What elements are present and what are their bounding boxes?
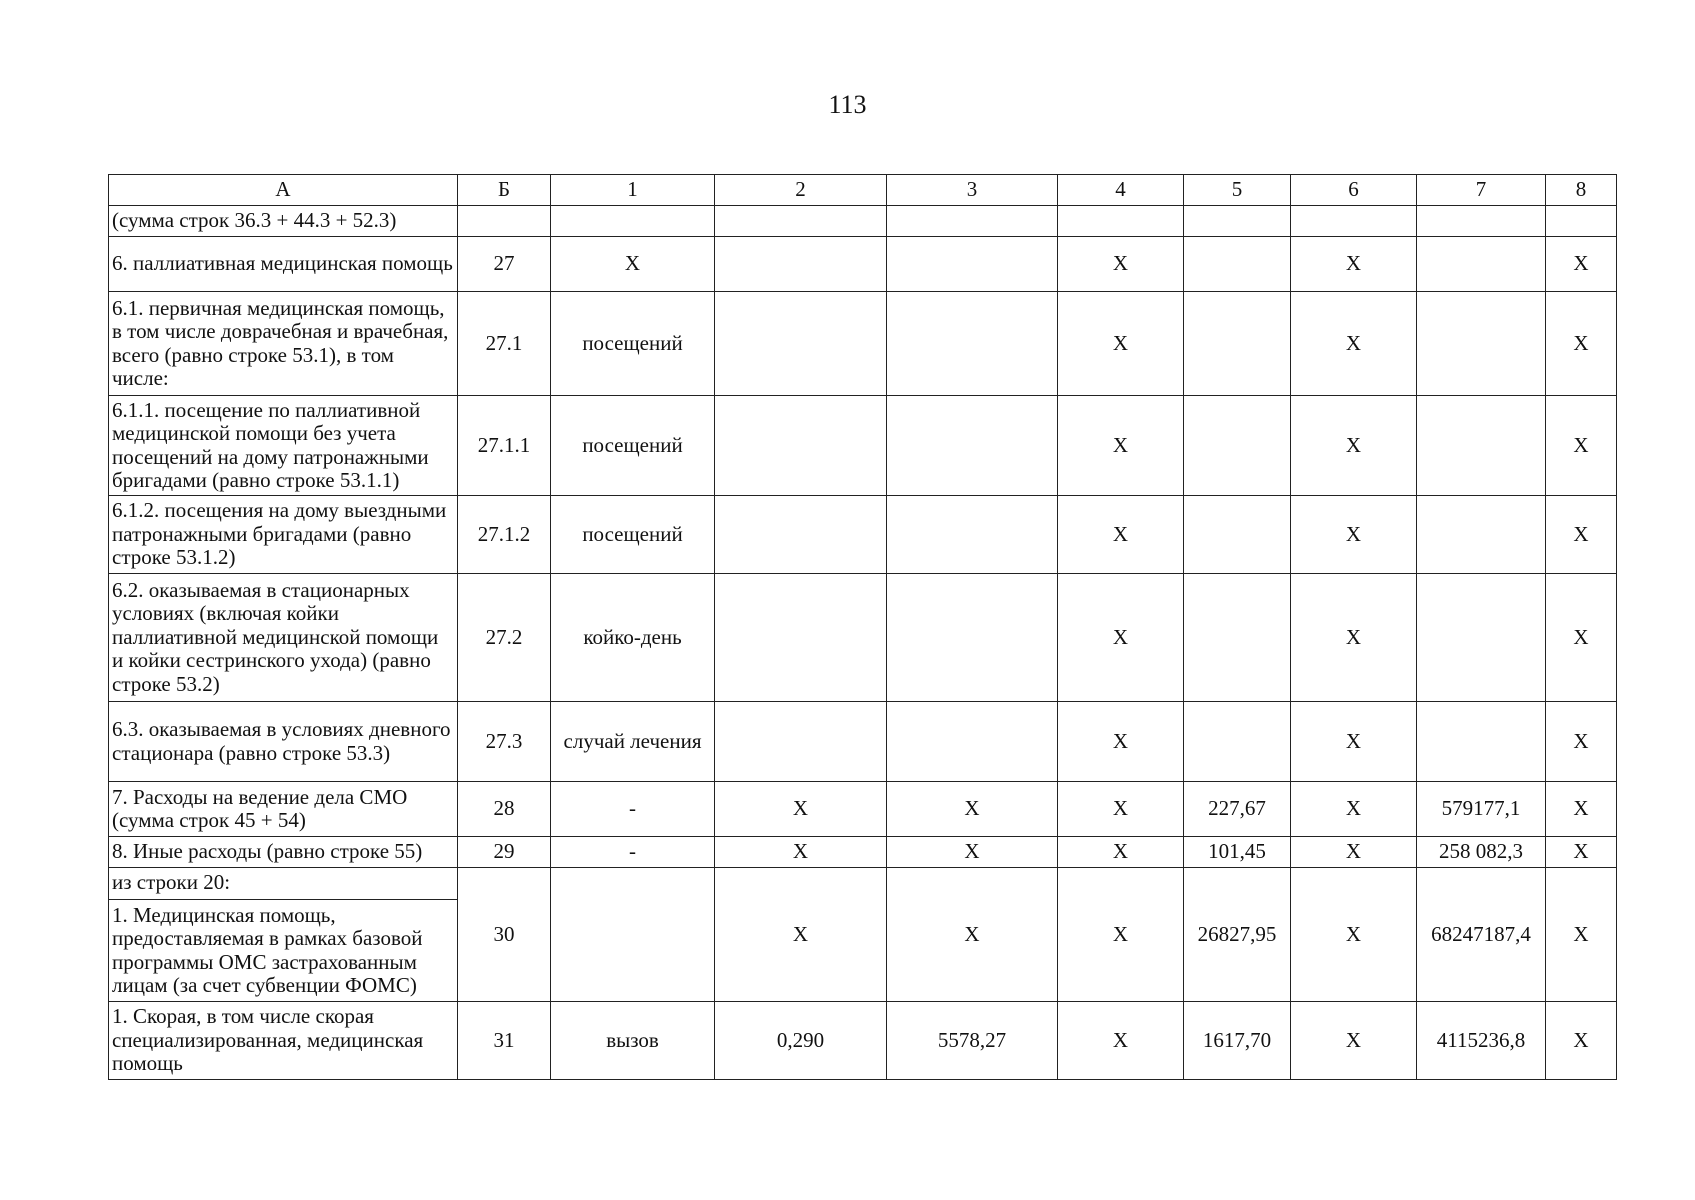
table-cell: Х [1291, 237, 1417, 292]
column-header-row [109, 175, 1617, 206]
table-cell [1417, 292, 1546, 396]
table-cell [458, 206, 551, 237]
table-cell [1417, 396, 1546, 496]
table-cell [887, 574, 1058, 702]
table-cell: Х [1291, 782, 1417, 837]
table-cell [715, 702, 887, 782]
table-cell [1184, 206, 1291, 237]
table-cell [1417, 702, 1546, 782]
table-cell [1058, 206, 1184, 237]
table-cell [1184, 574, 1291, 702]
table-cell: Х [1058, 1002, 1184, 1080]
table-cell: Х [887, 837, 1058, 868]
table-cell [551, 206, 715, 237]
table-cell: койко-день [551, 574, 715, 702]
table-cell: Х [1058, 396, 1184, 496]
table-cell: Х [1291, 1002, 1417, 1080]
table-cell: 30 [458, 868, 551, 1002]
column-header: 2 [715, 175, 887, 206]
table-cell: Х [1546, 396, 1617, 496]
table-row [109, 782, 1617, 837]
page-number: 113 [828, 90, 867, 119]
table-cell: Х [1546, 702, 1617, 782]
row-label: 6.1.1. посещение по паллиативной медицинской помощи без учета посещений на дому патронажными бригадами (равно строке 53.1.1) [109, 396, 458, 496]
table-cell: 27.1.2 [458, 496, 551, 574]
row-label: 6. паллиативная медицинская помощь [109, 237, 458, 292]
table-cell [887, 496, 1058, 574]
table-cell: Х [1546, 837, 1617, 868]
table-cell: 27.1.1 [458, 396, 551, 496]
table-cell [1184, 237, 1291, 292]
table-cell: 26827,95 [1184, 868, 1291, 1002]
table-cell: - [551, 782, 715, 837]
table-cell [887, 702, 1058, 782]
table-row [109, 574, 1617, 702]
table-cell: Х [1291, 868, 1417, 1002]
table-cell: Х [1058, 574, 1184, 702]
row-label: 1. Скорая, в том числе скорая специализированная, медицинская помощь [109, 1002, 458, 1080]
table-cell: 29 [458, 837, 551, 868]
table-cell: Х [1291, 702, 1417, 782]
table-cell: посещений [551, 496, 715, 574]
table-cell: 227,67 [1184, 782, 1291, 837]
table-cell: Х [1546, 496, 1617, 574]
table-cell [715, 237, 887, 292]
table-cell [1184, 702, 1291, 782]
table-row [109, 292, 1617, 396]
table-cell: 27 [458, 237, 551, 292]
row-label: 7. Расходы на ведение дела СМО (сумма строк 45 + 54) [109, 782, 458, 837]
table-cell: Х [715, 868, 887, 1002]
column-header: 3 [887, 175, 1058, 206]
table-cell [1184, 396, 1291, 496]
table-cell [715, 206, 887, 237]
table-cell: Х [1546, 782, 1617, 837]
table-cell [715, 496, 887, 574]
table-cell [887, 396, 1058, 496]
table-cell: 27.2 [458, 574, 551, 702]
table-cell: Х [715, 782, 887, 837]
report-table [108, 174, 1617, 1080]
table-cell: Х [1546, 868, 1617, 1002]
table-cell [1417, 574, 1546, 702]
table-cell: 579177,1 [1417, 782, 1546, 837]
table-cell [1417, 206, 1546, 237]
table-cell: Х [1058, 868, 1184, 1002]
table-cell: 4115236,8 [1417, 1002, 1546, 1080]
column-header: 8 [1546, 175, 1617, 206]
table-cell: Х [1291, 292, 1417, 396]
table-cell: 258 082,3 [1417, 837, 1546, 868]
table-cell: Х [887, 868, 1058, 1002]
table-cell: Х [715, 837, 887, 868]
table-cell: Х [1058, 496, 1184, 574]
table-row [109, 206, 1617, 237]
column-header: 4 [1058, 175, 1184, 206]
table-cell: посещений [551, 292, 715, 396]
table-cell [887, 206, 1058, 237]
row-label: 1. Медицинская помощь, предоставляемая в рамках базовой программы ОМС застрахованным лицам (за счет субвенции ФОМС) [112, 902, 423, 998]
table-cell: Х [551, 237, 715, 292]
table-cell: 27.3 [458, 702, 551, 782]
table-cell: Х [1058, 292, 1184, 396]
table-cell [887, 237, 1058, 292]
table-cell: 31 [458, 1002, 551, 1080]
table-cell [1291, 206, 1417, 237]
table-cell: Х [887, 782, 1058, 837]
table-cell [715, 292, 887, 396]
table-cell [1546, 206, 1617, 237]
table-row [109, 837, 1617, 868]
table-cell: 0,290 [715, 1002, 887, 1080]
table-row [109, 702, 1617, 782]
table-cell: 5578,27 [887, 1002, 1058, 1080]
table-cell: 68247187,4 [1417, 868, 1546, 1002]
row-label: 6.2. оказываемая в стационарных условиях (включая койки паллиативной медицинской помощи и койки сестринского ухода) (равно строке 53.2) [109, 574, 458, 702]
table-cell: посещений [551, 396, 715, 496]
row-label: 8. Иные расходы (равно строке 55) [109, 837, 458, 868]
table-cell: Х [1291, 496, 1417, 574]
table-cell: Х [1058, 782, 1184, 837]
table-row [109, 237, 1617, 292]
table-cell: 101,45 [1184, 837, 1291, 868]
table-cell: Х [1291, 837, 1417, 868]
table-cell: Х [1058, 237, 1184, 292]
column-header: 7 [1417, 175, 1546, 206]
table-cell: вызов [551, 1002, 715, 1080]
row-label: 6.1.2. посещения на дому выездными патронажными бригадами (равно строке 53.1.2) [109, 496, 458, 574]
table-cell: Х [1058, 702, 1184, 782]
table-cell: Х [1546, 237, 1617, 292]
table-cell [1184, 292, 1291, 396]
table-cell: Х [1058, 837, 1184, 868]
row-label: 6.1. первичная медицинская помощь, в том числе доврачебная и врачебная, всего (равно строке 53.1), в том числе: [109, 292, 458, 396]
table-cell [715, 574, 887, 702]
table-cell [1417, 237, 1546, 292]
table-cell: Х [1546, 574, 1617, 702]
row-label-prefix: из строки 20: [109, 871, 457, 900]
table-row [109, 868, 1617, 1002]
table-cell: 1617,70 [1184, 1002, 1291, 1080]
table-cell: Х [1291, 574, 1417, 702]
table-cell: - [551, 837, 715, 868]
table-cell: 27.1 [458, 292, 551, 396]
column-header: А [109, 175, 458, 206]
row-label: (сумма строк 36.3 + 44.3 + 52.3) [109, 206, 458, 237]
column-header: 6 [1291, 175, 1417, 206]
table-cell: 28 [458, 782, 551, 837]
table-cell [887, 292, 1058, 396]
table-cell: Х [1546, 292, 1617, 396]
row-label: 6.3. оказываемая в условиях дневного стационара (равно строке 53.3) [109, 702, 458, 782]
table-row [109, 396, 1617, 496]
table-cell [551, 868, 715, 1002]
table-cell [1184, 496, 1291, 574]
column-header: Б [458, 175, 551, 206]
table-cell: Х [1546, 1002, 1617, 1080]
table-row [109, 496, 1617, 574]
table-cell [715, 396, 887, 496]
table-cell: случай лечения [551, 702, 715, 782]
column-header: 5 [1184, 175, 1291, 206]
table-cell [1417, 496, 1546, 574]
column-header: 1 [551, 175, 715, 206]
table-cell: Х [1291, 396, 1417, 496]
table-row [109, 1002, 1617, 1080]
row-label-group [109, 868, 458, 1002]
